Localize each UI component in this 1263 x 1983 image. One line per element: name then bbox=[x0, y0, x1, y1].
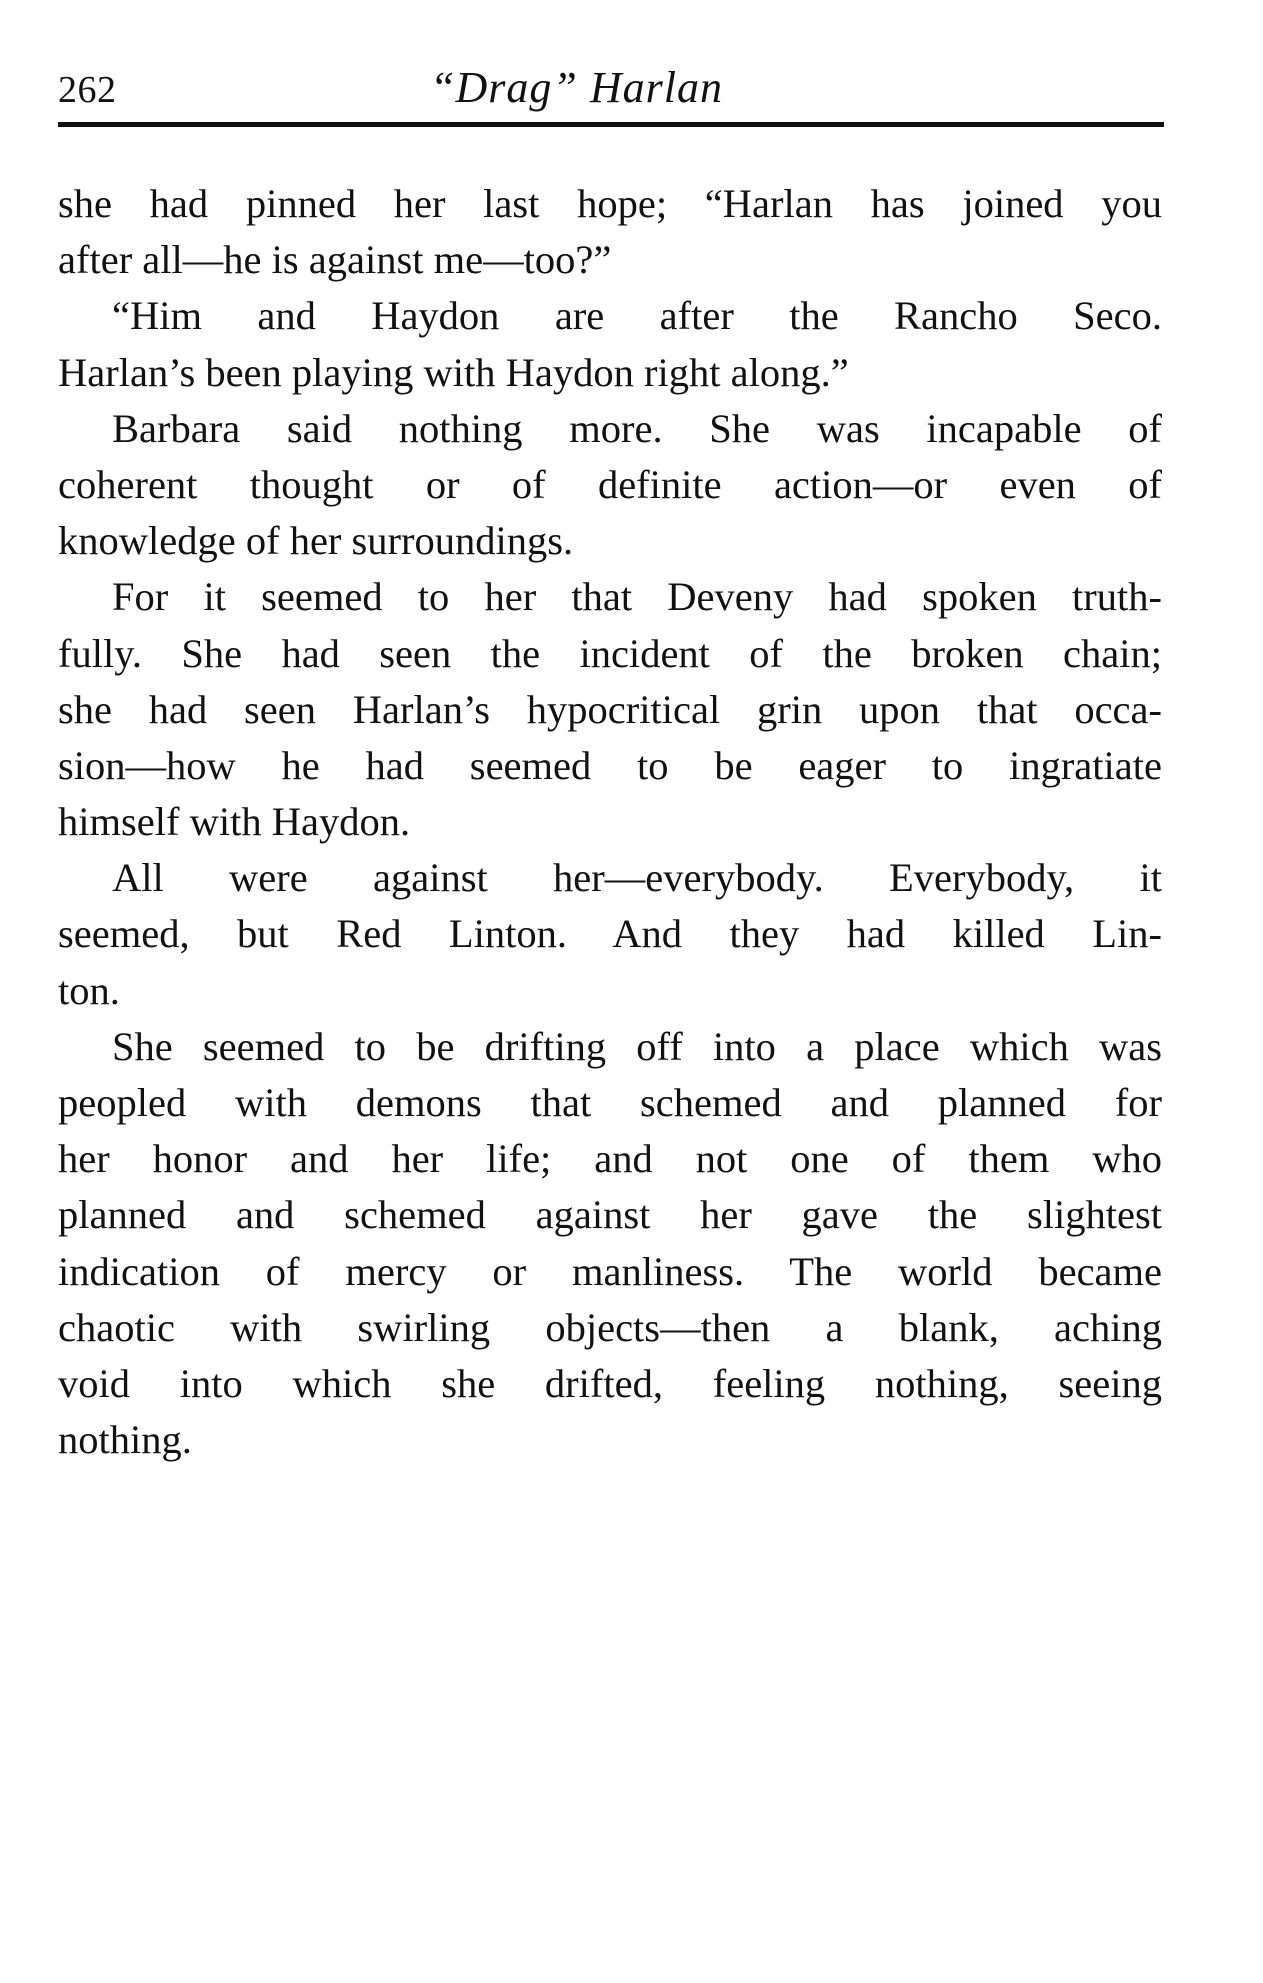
text-line: All were against her—everybody. Everybody, it bbox=[112, 855, 1162, 901]
text-line: seemed, but Red Linton. And they had killed Lin- bbox=[58, 911, 1162, 957]
text-line: chaotic with swirling objects—then a blank, aching bbox=[58, 1304, 1162, 1350]
text-line: himself with Haydon. bbox=[58, 799, 411, 845]
header-rule bbox=[58, 122, 1164, 127]
text-line: Barbara said nothing more. She was incapable of bbox=[112, 405, 1162, 451]
text-line: nothing. bbox=[58, 1417, 192, 1463]
text-line: she had pinned her last hope; “Harlan has joined you bbox=[58, 181, 1162, 226]
body-text bbox=[58, 176, 1162, 1468]
text-line: planned and schemed against her gave the slightest bbox=[58, 1192, 1162, 1238]
text-line: peopled with demons that schemed and planned for bbox=[58, 1080, 1162, 1125]
text-line: she had seen Harlan’s hypocritical grin upon that occa- bbox=[58, 686, 1162, 732]
text-line: after all—he is against me—too?” bbox=[58, 237, 612, 283]
text-line: ton. bbox=[58, 967, 120, 1013]
book-title: “Drag” Harlan bbox=[430, 63, 723, 112]
text-line: coherent thought or of definite action—or even of bbox=[58, 461, 1162, 507]
text-line: For it seemed to her that Deveny had spoken truth- bbox=[112, 574, 1162, 620]
text-line: her honor and her life; and not one of them who bbox=[58, 1136, 1162, 1182]
running-head bbox=[58, 62, 1162, 114]
text-line: indication of mercy or manliness. The world became bbox=[58, 1248, 1162, 1294]
text-line: sion—how he had seemed to be eager to ingratiate bbox=[58, 742, 1162, 788]
text-line: Harlan’s been playing with Haydon right along.” bbox=[58, 349, 849, 395]
text-line: She seemed to be drifting off into a place which was bbox=[112, 1023, 1162, 1069]
text-line: knowledge of her surroundings. bbox=[58, 518, 574, 564]
page-number: 262 bbox=[58, 69, 117, 111]
text-line: “Him and Haydon are after the Rancho Seco. bbox=[112, 293, 1162, 339]
text-line: fully. She had seen the incident of the broken chain; bbox=[58, 630, 1162, 676]
text-line: void into which she drifted, feeling nothing, seeing bbox=[58, 1360, 1162, 1406]
